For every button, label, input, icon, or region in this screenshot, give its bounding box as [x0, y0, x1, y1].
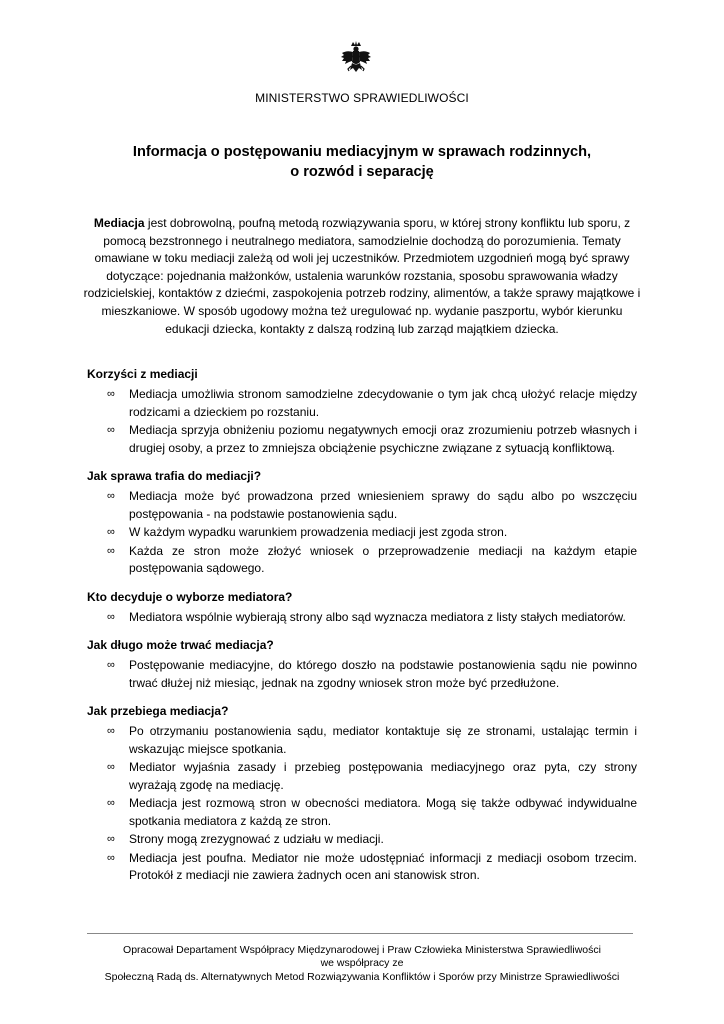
section-heading: Jak sprawa trafia do mediacji? — [87, 469, 262, 483]
title-line-2: o rozwód i separację — [290, 164, 434, 180]
bullet-icon: ∞ — [107, 544, 115, 557]
footer-line-1: Opracował Departament Współpracy Międzynarodowej i Praw Człowieka Ministerstwa Sprawiedliwości — [123, 944, 601, 956]
bullet-list — [87, 488, 637, 578]
footer-line-2: we współpracy ze — [320, 957, 404, 970]
section-heading: Korzyści z mediacji — [87, 367, 198, 381]
bullet-icon: ∞ — [107, 424, 115, 436]
intro-paragraph — [80, 215, 644, 338]
bullet-icon: ∞ — [107, 526, 115, 538]
polish-eagle-icon — [339, 40, 373, 78]
section-duration — [87, 637, 637, 692]
list-item: ∞ Mediacja jest rozmową stron w obecności mediatora. Mogą się także odbywać indywidualne spotkania mediatora z każdą ze stron. — [107, 796, 637, 828]
list-item: ∞ Mediatora wspólnie wybierają strony albo sąd wyznacza mediatora z listy stałych mediatorów. — [87, 609, 637, 627]
list-item: ∞ Mediacja jest poufna. Mediator nie może udostępniać informacji z mediacji osobom trzecim. Protokół z mediacji nie zawiera żadnych ocen ani stanowisk stron. — [107, 850, 637, 882]
section-benefits — [87, 366, 637, 457]
title-line-1: Informacja o postępowaniu mediacyjnym w sprawach rodzinnych, — [132, 144, 592, 160]
list-item: ∞ Mediacja umożliwia stronom samodzielne zdecydowanie o tym jak chcą ułożyć relacje między rodzicami a dzieckiem po rozstaniu. — [107, 387, 637, 419]
intro-term: Mediacja — [93, 216, 145, 230]
bullet-icon: ∞ — [107, 725, 115, 737]
list-item: ∞ Postępowanie mediacyjne, do którego doszło na podstawie postanowienia sądu nie powinno trwać dłużej niż miesiąc, jednak na zgodny wniosek stron może być przedłużone. — [107, 658, 637, 690]
list-item: ∞ W każdym wypadku warunkiem prowadzenia mediacji jest zgoda stron. — [87, 524, 637, 542]
list-item: ∞ Każda ze stron może złożyć wniosek o przeprowadzenie mediacji na każdym etapie postępowania sądowego. — [107, 543, 637, 575]
document-title — [0, 142, 724, 182]
bullet-icon: ∞ — [107, 761, 115, 773]
section-mediator-choice — [87, 589, 637, 627]
section-heading: Jak długo może trwać mediacja? — [87, 638, 274, 652]
ministry-name: MINISTERSTWO SPRAWIEDLIWOŚCI — [255, 91, 469, 105]
footer — [0, 944, 724, 984]
footer-divider — [87, 933, 633, 934]
list-item: ∞ Po otrzymaniu postanowienia sądu, mediator kontaktuje się ze stronami, ustalając termin i wskazując miejsce spotkania. — [107, 724, 637, 756]
bullet-icon: ∞ — [107, 388, 115, 400]
intro-text: jest dobrowolną, poufną metodą rozwiązywania sporu, w której strony konfliktu lub sporu, z pomocą bezstronnego i neutralnego mediatora, samodzielnie dochodzą do porozumienia. Tematy omawiane w toku mediacji zależą od woli jej uczestników. Przedmiotem uzgodnień mogą być sprawy dotyczące: pojednania małżonków, ustalenia warunków rozstania, sposobu sprawowania władzy rodzicielskiej, kontaktów z dziećmi, zaspokojenia potrzeb rodziny, alimentów, a także sprawy majątkowe i mieszkaniowe. W sposób ugodowy można też uregulować np. wydanie paszportu, wybór kierunku edukacji dziecka, kontakty z dalszą rodziną lub zarząd majątkiem dziecka. — [83, 216, 641, 336]
section-how-case-gets-to-mediation — [87, 468, 637, 578]
list-item: ∞ Mediacja może być prowadzona przed wniesieniem sprawy do sądu albo po wszczęciu postępowania - na podstawie postanowienia sądu. — [107, 489, 637, 521]
content — [87, 366, 637, 896]
list-item: ∞ Mediator wyjaśnia zasady i przebieg postępowania mediacyjnego oraz pyta, czy strony wyrażają zgodę na mediację. — [107, 760, 637, 792]
bullet-icon: ∞ — [107, 833, 115, 845]
bullet-icon: ∞ — [107, 851, 115, 864]
section-process — [87, 703, 637, 885]
bullet-list — [87, 657, 637, 692]
section-heading: Kto decyduje o wyborze mediatora? — [87, 589, 293, 604]
bullet-icon: ∞ — [107, 610, 115, 623]
bullet-icon: ∞ — [107, 490, 115, 502]
section-heading: Jak przebiega mediacja? — [87, 704, 229, 718]
bullet-list — [87, 386, 637, 457]
bullet-icon: ∞ — [107, 659, 115, 671]
footer-line-3: Społeczną Radą ds. Alternatywnych Metod Rozwiązywania Konfliktów i Sporów przy Ministrze Sprawiedliwości — [104, 970, 620, 983]
list-item: ∞ Strony mogą zrezygnować z udziału w mediacji. — [87, 831, 637, 849]
bullet-icon: ∞ — [107, 797, 115, 809]
bullet-list — [87, 723, 637, 885]
list-item: ∞ Mediacja sprzyja obniżeniu poziomu negatywnych emocji oraz zrozumieniu potrzeb własnych i drugiej osoby, a przez to zmniejsza obciążenie psychiczne związane z sytuacją konfliktową. — [107, 423, 637, 455]
bullet-list — [87, 609, 637, 627]
